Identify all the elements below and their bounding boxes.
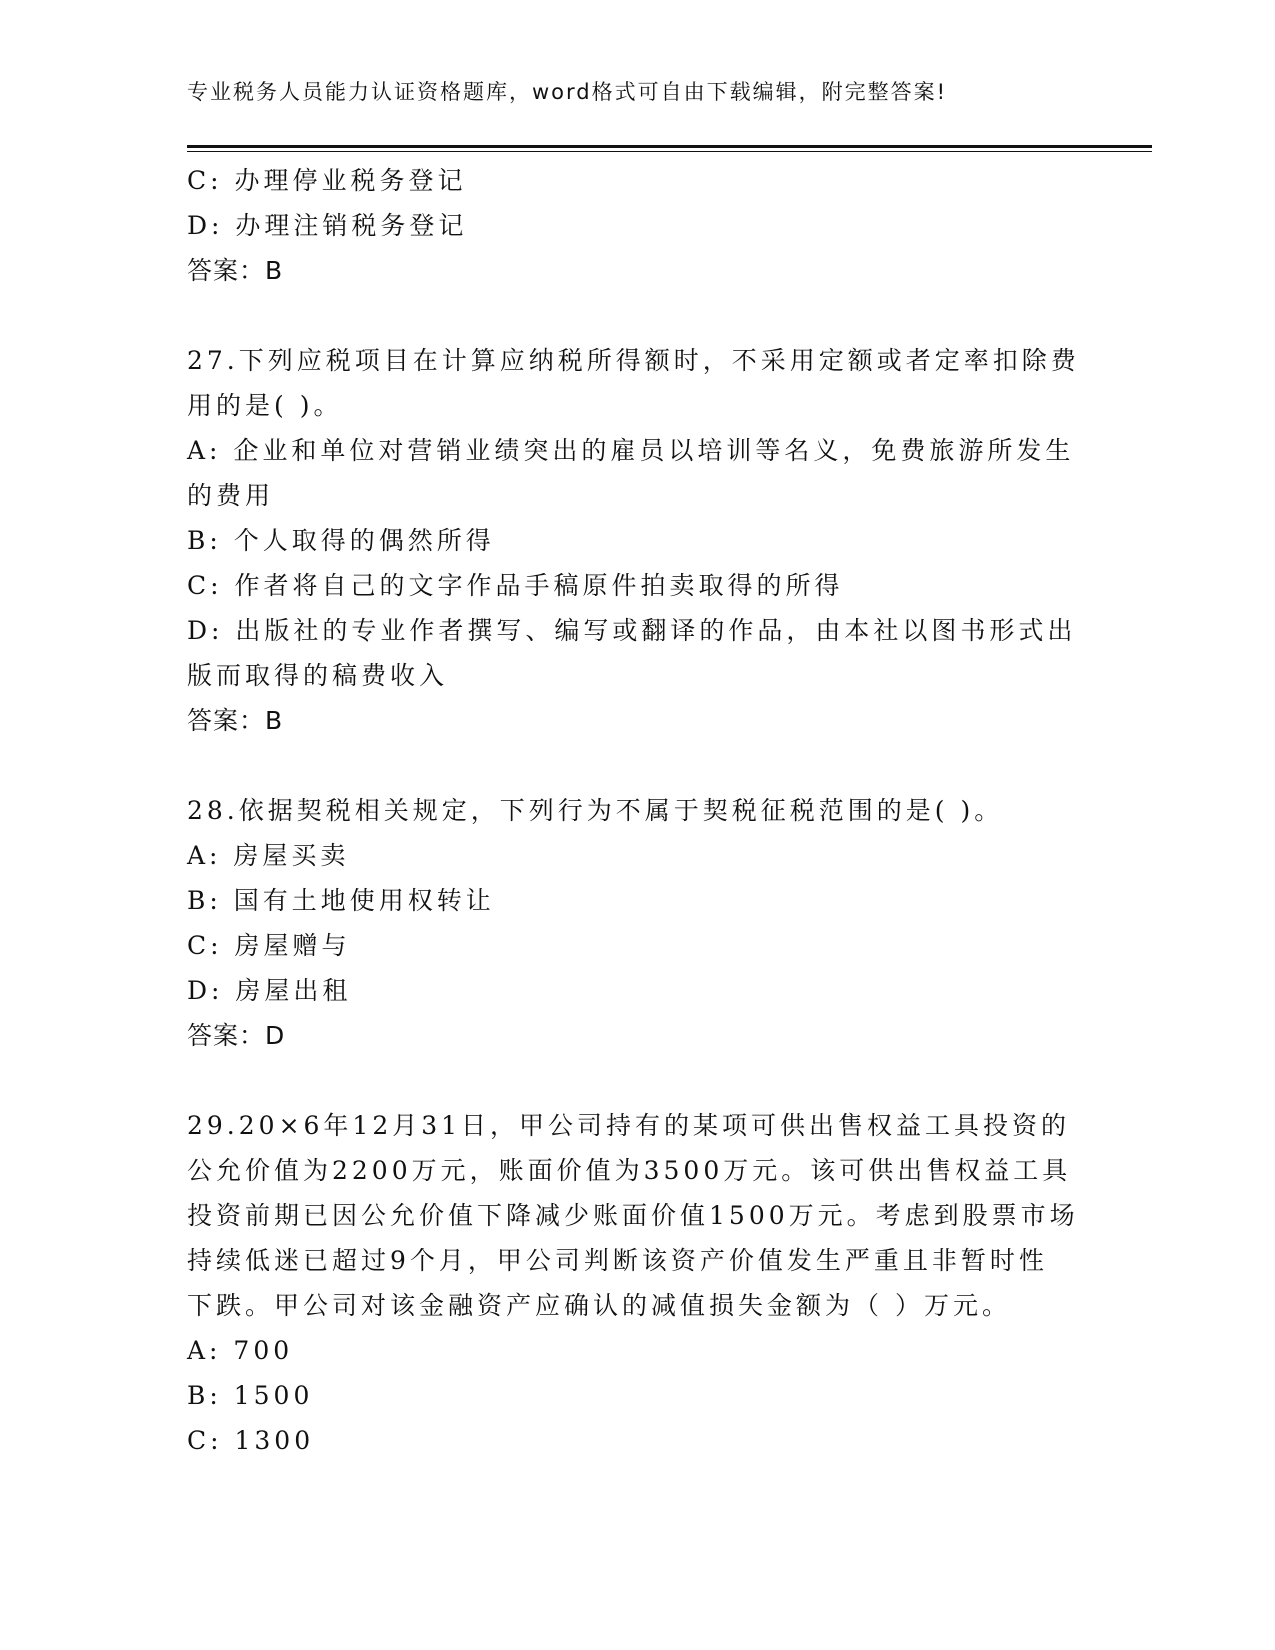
question-29 bbox=[187, 1103, 1079, 1463]
option-c: C: 1300 bbox=[187, 1426, 315, 1455]
option-a: A: 企业和单位对营销业绩突出的雇员以培训等名义，免费旅游所发生 bbox=[187, 436, 1075, 465]
option-d: D: 房屋出租 bbox=[187, 976, 352, 1005]
spacer bbox=[187, 1058, 1067, 1103]
option-a: A: 700 bbox=[187, 1336, 294, 1365]
question-28 bbox=[187, 788, 1067, 1058]
question-stem: 公允价值为2200万元，账面价值为3500万元。该可供出售权益工具 bbox=[187, 1156, 1072, 1185]
header-divider-thin bbox=[187, 151, 1152, 152]
question-stem: 投资前期已因公允价值下降减少账面价值1500万元。考虑到股票市场 bbox=[187, 1201, 1079, 1230]
option-c: C: 作者将自己的文字作品手稿原件拍卖取得的所得 bbox=[187, 571, 844, 600]
answer: 答案：B bbox=[187, 706, 284, 735]
option-b: B: 国有土地使用权转让 bbox=[187, 886, 495, 915]
option-d: 版而取得的稿费收入 bbox=[187, 661, 449, 690]
question-27 bbox=[187, 338, 1080, 743]
page-header: 专业税务人员能力认证资格题库，word格式可自由下载编辑，附完整答案! bbox=[187, 80, 948, 104]
option-b: B: 1500 bbox=[187, 1381, 314, 1410]
question-list bbox=[187, 158, 1080, 1463]
question-26-tail bbox=[187, 158, 1067, 293]
spacer bbox=[187, 743, 1067, 788]
answer: 答案：B bbox=[187, 256, 284, 285]
option-d: D: 办理注销税务登记 bbox=[187, 211, 468, 240]
question-stem: 持续低迷已超过9个月，甲公司判断该资产价值发生严重且非暂时性 bbox=[187, 1246, 1048, 1275]
header-divider-thick bbox=[187, 145, 1152, 148]
answer: 答案：D bbox=[187, 1021, 286, 1050]
option-a: A: 房屋买卖 bbox=[187, 841, 350, 870]
option-c: C: 房屋赠与 bbox=[187, 931, 351, 960]
option-a: 的费用 bbox=[187, 481, 275, 510]
question-stem: 29.20×6年12月31日，甲公司持有的某项可供出售权益工具投资的 bbox=[187, 1111, 1071, 1140]
question-stem: 下跌。甲公司对该金融资产应确认的减值损失金额为（ ）万元。 bbox=[187, 1291, 1011, 1320]
option-c: C: 办理停业税务登记 bbox=[187, 166, 467, 195]
option-b: B: 个人取得的偶然所得 bbox=[187, 526, 495, 555]
question-stem: 28.依据契税相关规定，下列行为不属于契税征税范围的是( )。 bbox=[187, 796, 1004, 825]
spacer bbox=[187, 293, 1067, 338]
question-stem: 用的是( )。 bbox=[187, 391, 343, 420]
question-stem: 27.下列应税项目在计算应纳税所得额时，不采用定额或者定率扣除费 bbox=[187, 346, 1080, 375]
option-d: D: 出版社的专业作者撰写、编写或翻译的作品，由本社以图书形式出 bbox=[187, 616, 1077, 645]
